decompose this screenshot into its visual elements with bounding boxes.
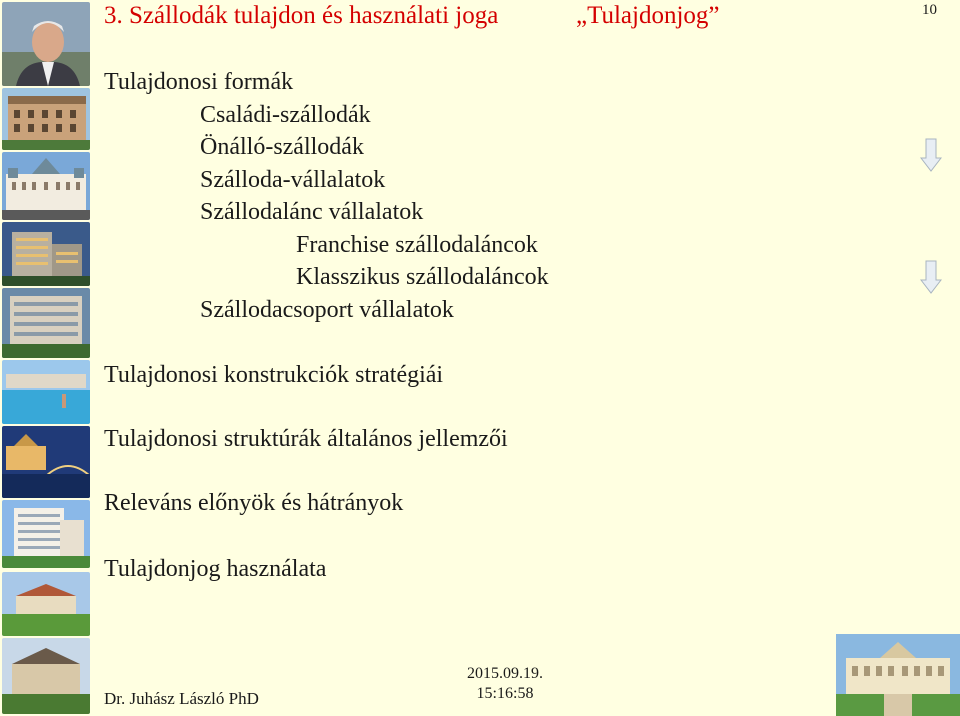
content-line: Családi-szállodák — [200, 102, 371, 128]
title-text: 3. Szállodák tulajdon és használati joga — [104, 2, 499, 29]
down-arrow-icon[interactable] — [920, 138, 942, 172]
content-line: Tulajdonosi formák — [104, 69, 294, 95]
content-line: Tulajdonosi struktúrák általános jellemzői — [104, 426, 508, 452]
content-line: Szállodalánc vállalatok — [200, 199, 424, 225]
manor-photo — [2, 572, 90, 636]
content-line: Önálló-szállodák — [200, 134, 364, 160]
hotel-photo-5 — [2, 500, 90, 568]
photo-sidebar — [0, 0, 92, 716]
footer-author: Dr. Juhász László PhD — [104, 689, 259, 708]
content-line: Franchise szállodaláncok — [296, 232, 538, 258]
castle-photo — [2, 638, 90, 714]
hotel-photo-1 — [2, 88, 90, 150]
content-line: Releváns előnyök és hátrányok — [104, 490, 404, 516]
content-line: Tulajdonosi konstrukciók stratégiái — [104, 362, 444, 388]
hotel-photo-4 — [2, 288, 90, 358]
budapest-photo — [2, 426, 90, 498]
footer-date: 2015.09.19. — [467, 665, 543, 682]
title-tag: „Tulajdonjog” — [576, 2, 720, 29]
hotel-photo-2 — [2, 152, 90, 220]
page-number: 10 — [922, 2, 937, 18]
content-line: Szállodacsoport vállalatok — [200, 297, 454, 323]
down-arrow-icon[interactable] — [920, 260, 942, 294]
footer-datetime — [440, 664, 570, 704]
content-line: Klasszikus szállodaláncok — [296, 264, 549, 290]
palace-photo — [836, 634, 960, 716]
content-line: Szálloda-vállalatok — [200, 167, 386, 193]
slide-title — [104, 2, 720, 30]
hotel-photo-3 — [2, 222, 90, 286]
footer-time: 15:16:58 — [476, 685, 534, 702]
content-line: Tulajdonjog használata — [104, 556, 327, 582]
pool-photo — [2, 360, 90, 424]
author-portrait — [2, 2, 90, 86]
